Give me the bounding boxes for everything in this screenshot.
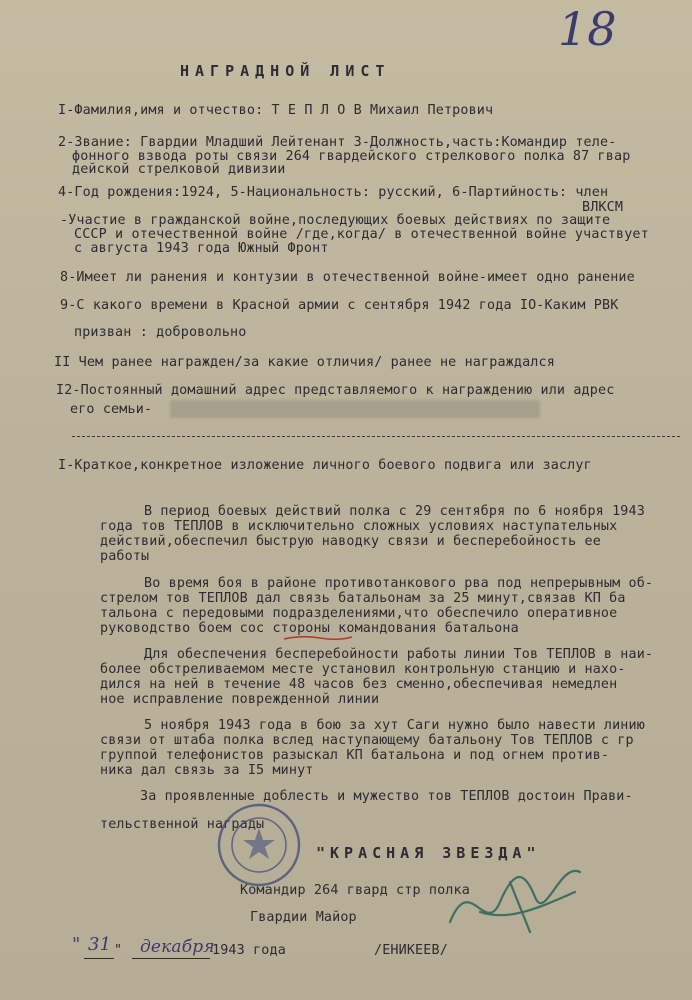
body-line: группой телефонистов разыскал КП батальона и под огнем против-	[100, 748, 610, 763]
field-birth-nationality-party: 4-Год рождения:1924, 5-Национальность: русский, 6-Партийность: член	[58, 185, 609, 200]
field-participation: -Участие в гражданской войне,последующих боевых действиях по защите	[60, 213, 611, 228]
date-day-underline	[84, 958, 114, 959]
body-line: Во время боя в районе противотанкового рва под непрерывным об-	[144, 576, 654, 591]
signer-name: /ЕНИКЕЕВ/	[374, 943, 448, 958]
field-name: I-Фамилия,имя и отчество: Т Е П Л О В Михаил Петрович	[58, 103, 494, 118]
body-line: В период боевых действий полка с 29 сентября по 6 ноября 1943	[144, 504, 645, 519]
field-previous-awards: II Чем ранее награжден/за какие отличия/ ранее не награждался	[54, 355, 555, 370]
body-line: года тов ТЕПЛОВ в исключительно сложных условиях наступательных	[100, 519, 618, 534]
field-army-since: 9-С какого времени в Красной армии с сентября 1942 года IO-Каким РВК	[60, 298, 619, 313]
regiment-stamp	[214, 800, 304, 890]
corner-number: 18	[558, 2, 617, 56]
date-month: декабря	[140, 937, 215, 957]
date-year: 1943 года	[212, 943, 286, 958]
date-month-underline	[132, 958, 210, 959]
red-pencil-underline	[282, 634, 354, 642]
section-title: I-Краткое,конкретное изложение личного боевого подвига или заслуг	[58, 458, 592, 473]
body-line: За проявленные доблесть и мужество тов ТЕПЛОВ достоин Прави-	[140, 789, 633, 804]
field-position-cont2: дейской стрелковой дивизии	[72, 162, 286, 177]
date-day: 31	[88, 934, 112, 955]
body-line: 5 ноября 1943 года в бою за хут Саги нужно было навести линию	[144, 718, 645, 733]
body-line: Для обеспечения бесперебойности работы линии Тов ТЕПЛОВ в наи-	[144, 647, 654, 662]
body-line: ника дал связь за I5 минут	[100, 763, 314, 778]
body-line: ное исправление поврежденной линии	[100, 692, 380, 707]
award-name: "КРАСНАЯ ЗВЕЗДА"	[316, 844, 541, 862]
signer-rank: Гвардии Майор	[250, 910, 357, 925]
body-line: стрелом тов ТЕПЛОВ дал связь батальонам за 25 минут,связав КП ба	[100, 591, 626, 606]
field-position-cont1: фонного взвода роты связи 264 гвардейского стрелкового полка 87 гвар	[72, 149, 631, 164]
field-home-address: I2-Постоянный домашний адрес представляемого к награждению или адрес	[56, 383, 615, 398]
separator-line	[72, 436, 680, 437]
date-close-quote: "	[114, 943, 123, 958]
field-home-address-cont: его семьи-	[70, 402, 153, 417]
handwritten-signature	[440, 852, 590, 942]
redacted-address	[170, 400, 540, 418]
field-rank-position: 2-Звание: Гвардии Младший Лейтенант 3-Должность,часть:Командир теле-	[58, 135, 617, 150]
field-participation-cont1: СССР и отечественной войне /где,когда/ в отечественной войне участвует	[74, 227, 649, 242]
field-participation-cont2: с августа 1943 года Южный Фронт	[74, 241, 329, 256]
date-open-quote: "	[72, 934, 81, 955]
page-title: НАГРАДНОЙ ЛИСТ	[180, 62, 391, 80]
body-line: руководство боем сос стороны командования батальона	[100, 621, 519, 636]
body-line: более обстреливаемом месте установил контрольную станцию и нахо-	[100, 662, 626, 677]
field-drafted: призван : добровольно	[74, 325, 247, 340]
field-wounds: 8-Имеет ли ранения и контузии в отечественной войне-имеет одно ранение	[60, 270, 635, 285]
body-line: тельственной награды	[100, 817, 265, 832]
body-line: работы	[100, 549, 150, 564]
field-party-cont: ВЛКСМ	[582, 200, 624, 215]
body-line: тальона с передовыми подразделениями,что обеспечило оперативное	[100, 606, 618, 621]
body-line: связи от штаба полка вслед наступающему батальону Тов ТЕПЛОВ с гр	[100, 733, 634, 748]
body-line: действий,обеспечил быструю наводку связи и бесперебойность ее	[100, 534, 601, 549]
body-line: дился на ней в течение 48 часов без сменно,обеспечивая немедлен	[100, 677, 618, 692]
signer-title: Командир 264 гвард стр полка	[240, 883, 470, 898]
